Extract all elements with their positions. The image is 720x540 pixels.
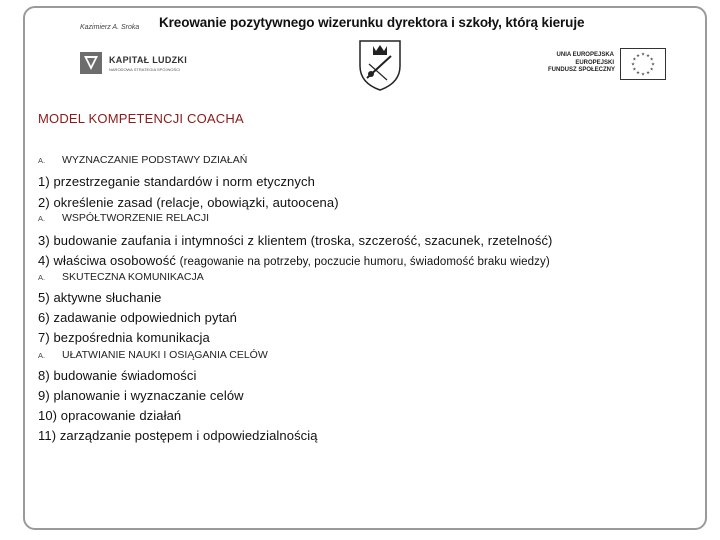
eu-star-icon: ★ [635,52,641,58]
category-text: WSPÓŁTWORZENIE RELACJI [62,212,210,224]
list-item: 11) zarządzanie postępem i odpowiedzialnością [38,428,318,443]
eu-label-line3: FUNDUSZ SPOŁECZNY [548,67,616,73]
eu-star-icon: ★ [640,51,646,57]
list-item [38,253,550,268]
eu-star-icon: ★ [632,56,637,62]
list-item: 10) opracowanie działań [38,408,182,423]
category-a-label [38,154,247,166]
list-item: 8) budowanie świadomości [38,368,197,383]
category-marker: A. [38,156,46,165]
category-marker: A. [38,351,46,360]
eu-star-icon: ★ [632,66,637,72]
category-text: WYZNACZANIE PODSTAWY DZIAŁAŃ [62,154,248,166]
list-item: 1) przestrzeganie standardów i norm etycznych [38,174,315,189]
list-item-note: (reagowanie na potrzeby, poczucie humoru, świadomość braku wiedzy) [179,256,550,268]
eu-star-icon: ★ [635,70,641,76]
eu-star-icon: ★ [645,52,651,58]
category-text: UŁATWIANIE NAUKI I OSIĄGANIA CELÓW [62,349,268,361]
kapital-ludzki-emblem-icon [80,52,102,74]
list-item: 9) planowanie i wyznaczanie celów [38,388,244,403]
list-item: 6) zadawanie odpowiednich pytań [38,310,237,325]
eu-flag-icon [620,48,666,80]
eu-star-icon: ★ [630,61,636,67]
category-d-label [38,349,268,361]
eu-label [548,52,614,75]
eu-star-icon: ★ [650,61,656,67]
document-title: Kreowanie pozytywnego wizerunku dyrektora i szkoły, którą kieruje [159,15,585,30]
author-name: Kazimierz A. Sroka [80,24,140,31]
eu-star-icon: ★ [645,70,651,76]
list-item: 7) bezpośrednia komunikacja [38,330,210,345]
eu-star-icon: ★ [649,56,654,62]
eu-label-line1: UNIA EUROPEJSKA [556,52,614,58]
list-item: 3) budowanie zaufania i intymności z klientem (troska, szczerość, szacunek, rzetelność) [38,233,553,248]
category-b-label [38,212,209,224]
kapital-ludzki-subtitle: NARODOWA STRATEGIA SPÓJNOŚCI [109,67,181,72]
category-marker: A. [38,273,46,282]
eu-label-line2: EUROPEJSKI [575,59,614,66]
category-text: SKUTECZNA KOMUNIKACJA [62,271,204,283]
section-title: MODEL KOMPETENCJI COACHA [38,111,244,126]
list-item: 2) określenie zasad (relacje, obowiązki, autoocena) [38,195,339,210]
kapital-ludzki-logo [80,52,200,76]
eu-star-icon: ★ [649,66,654,72]
category-c-label [38,271,204,283]
kapital-ludzki-text: KAPITAŁ LUDZKI [109,55,188,65]
list-item-text: 4) właściwa osobowość [38,253,176,268]
category-marker: A. [38,214,46,223]
eu-star-icon: ★ [640,71,646,77]
school-crest-icon [357,38,403,92]
list-item: 5) aktywne słuchanie [38,290,162,305]
